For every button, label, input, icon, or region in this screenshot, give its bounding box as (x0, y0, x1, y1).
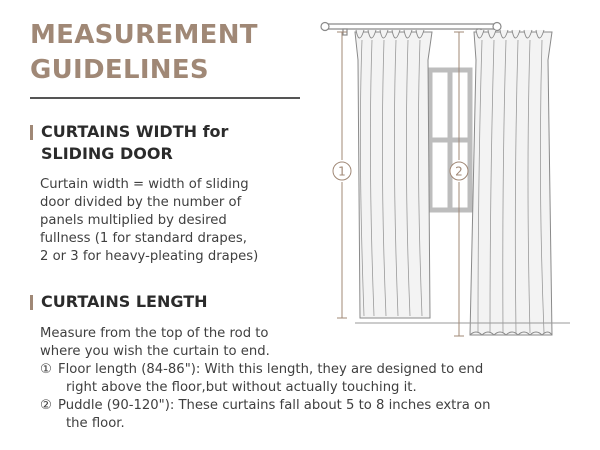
length-item-floor-cont: right above the floor,but without actually touching it. (66, 380, 417, 395)
length-section-heading (30, 291, 208, 313)
marker-2-label: 2 (455, 164, 463, 179)
length-heading: CURTAINS LENGTH (41, 292, 208, 311)
item-marker: ② (40, 398, 52, 413)
curtain-diagram (300, 0, 600, 450)
width-text-line: Curtain width = width of sliding (40, 177, 249, 192)
marker-1-badge (333, 162, 351, 180)
length-intro-line: where you wish the curtain to end. (40, 344, 270, 359)
length-intro (40, 325, 270, 361)
right-curtain-panel (470, 30, 552, 335)
divider (30, 97, 300, 99)
title-line-1: MEASUREMENT (30, 20, 258, 50)
length-intro-line: Measure from the top of the rod to (40, 326, 269, 341)
marker-2-badge (450, 162, 468, 180)
width-text-line: panels multiplied by desired (40, 213, 227, 228)
width-description (40, 176, 258, 266)
length-item-puddle-cont: the floor. (66, 416, 125, 431)
measure-line-2 (454, 32, 464, 336)
heading-accent-bar (30, 295, 33, 310)
title-line-2: GUIDELINES (30, 55, 209, 85)
sliding-door-frame (430, 70, 470, 210)
width-heading-line-1: CURTAINS WIDTH for (41, 122, 229, 141)
item-marker: ① (40, 362, 52, 377)
page-title (30, 18, 258, 88)
width-section-heading (30, 121, 228, 165)
width-text-line: door divided by the number of (40, 195, 242, 210)
item-text-line-1: Puddle (90-120"): These curtains fall about 5 to 8 inches extra on (58, 398, 491, 413)
width-text-line: 2 or 3 for heavy-pleating drapes) (40, 249, 259, 264)
heading-accent-bar (30, 125, 33, 140)
item-text-line-1: Floor length (84-86"): With this length, they are designed to end (58, 362, 484, 377)
width-heading-line-2: SLIDING DOOR (41, 144, 173, 163)
left-curtain-panel (355, 30, 432, 318)
marker-1-label: 1 (338, 164, 346, 179)
width-text-line: fullness (1 for standard drapes, (40, 231, 247, 246)
